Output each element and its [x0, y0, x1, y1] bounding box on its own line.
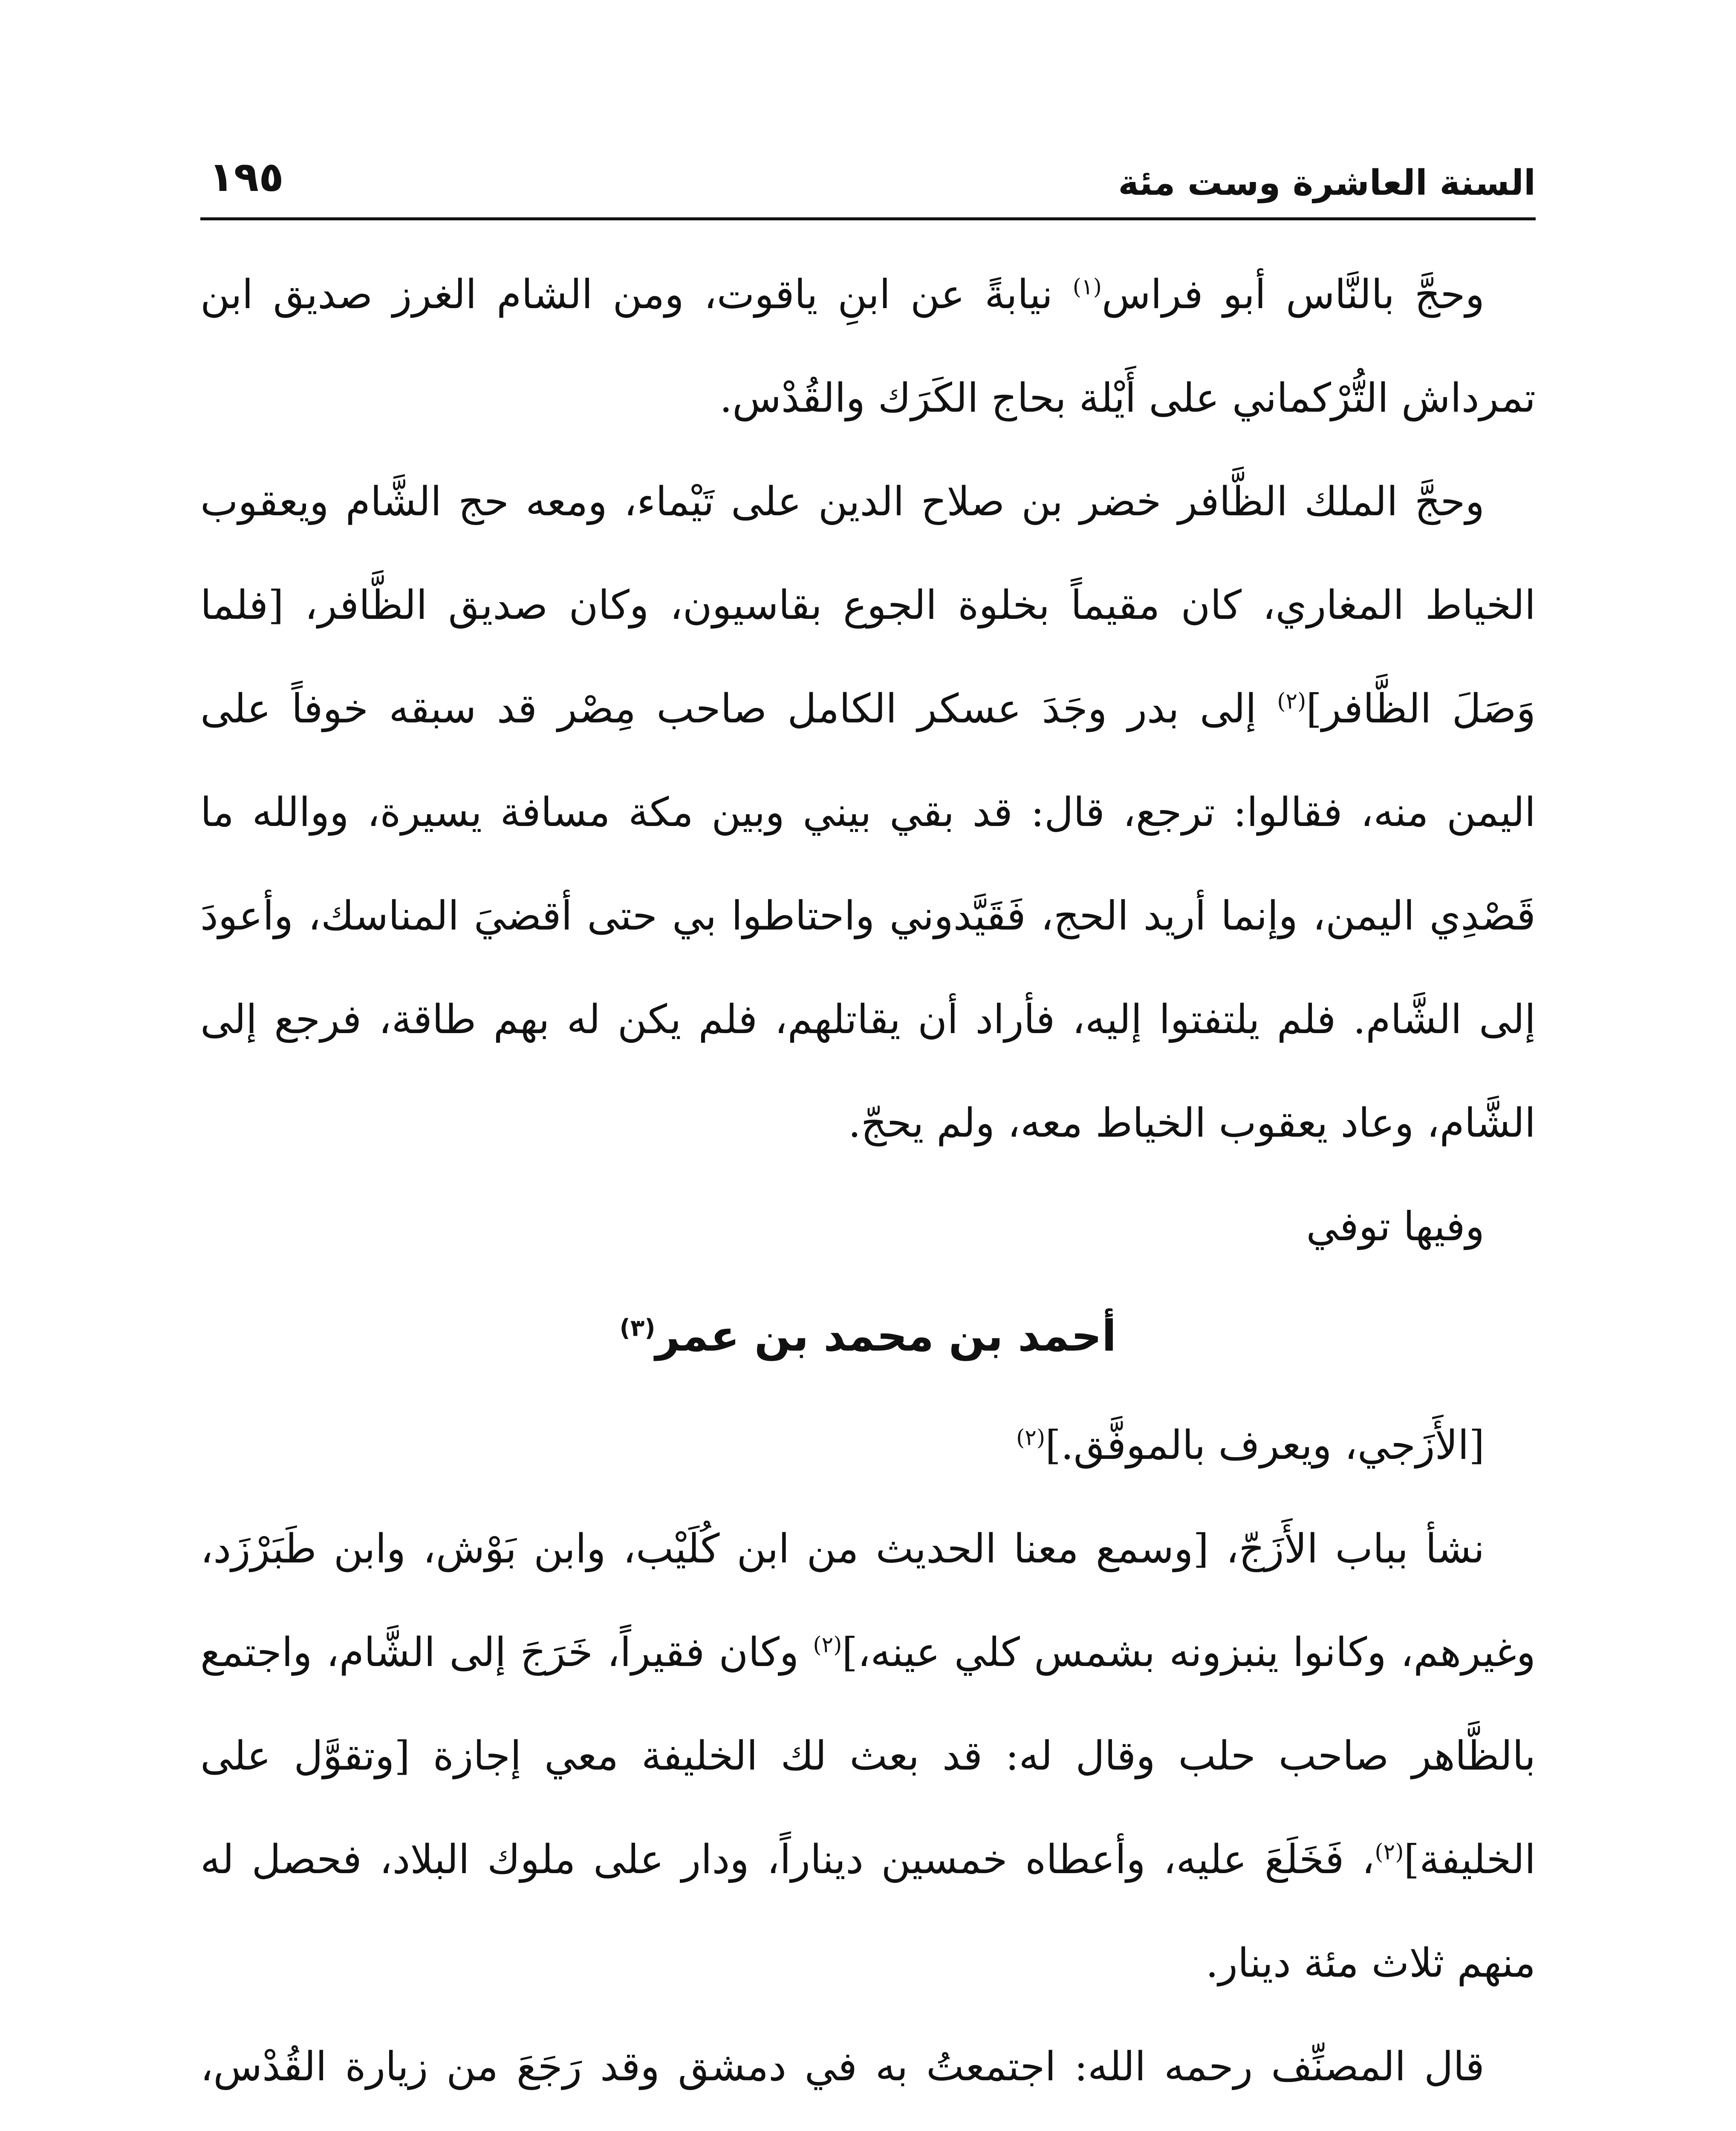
- footnote-ref: (٢): [1277, 688, 1306, 714]
- entry-title: [200, 1279, 1536, 1394]
- footnote-ref: (٢): [1375, 1839, 1404, 1865]
- footnote-ref: (٢): [1016, 1425, 1046, 1451]
- entry-title-text: أحمد بن محمد بن عمر: [655, 1311, 1117, 1361]
- paragraph-text: وكان فقيراً، خَرَجَ إلى الشَّام، واجتمع بالظَّاهر صاحب حلب وقال له: قد بعث لك الخليفة معي إجازة [وتقوَّل على الخليفة]: [200, 1629, 1536, 1883]
- paragraph-hajj-zafir: [200, 450, 1536, 1175]
- footnote-ref: (٢): [813, 1632, 842, 1658]
- entry-subtitle: [200, 1394, 1536, 1497]
- paragraph-text: ، فَخَلَعَ عليه، وأعطاه خمسين ديناراً، ودار على ملوك البلاد، فحصل له منهم ثلاث مئة دينار.: [200, 1836, 1536, 1987]
- main-text: [200, 243, 1536, 2131]
- paragraph-biography: [200, 1497, 1536, 2015]
- paragraph-text: نيابةً عن ابنِ ياقوت، ومن الشام الغرز صديق ابن تمرداش التُّرْكماني على أَيْلة بحاج الكَرَك والقُدْس.: [200, 271, 1536, 422]
- running-title: السنة العاشرة وست مئة: [1118, 163, 1536, 203]
- page-number: ١٩٥: [209, 153, 284, 201]
- paragraph-text: إلى بدر وجَدَ عسكر الكامل صاحب مِصْر قد سبقه خوفاً على اليمن منه، فقالوا: ترجع، قال: قد بقي بيني وبين مكة مسافة يسيرة، ووالله ما قَصْدِي اليمن، وإنما أريد الحج، فَقَيَّدوني واحتاطوا بي حتى أقضيَ المناسك، وأعودَ إلى الشَّام. فلم يلتفتوا إليه، فأراد أن يقاتلهم، فلم يكن له بهم طاقة، فرجع إلى الشَّام، وعاد يعقوب الخياط معه، ولم يحجّ.: [200, 686, 1536, 1146]
- paragraph-text: وحجَّ الملك الظَّافر خضر بن صلاح الدين على تَيْماء، ومعه حج الشَّام ويعقوب الخياط المغاري، كان مقيماً بخلوة الجوع بقاسيون، وكان صديق الظَّافر، [فلما وَصَلَ الظَّافر]: [200, 479, 1536, 732]
- header-rule: [200, 217, 1536, 220]
- paragraph-hajj-abu-firas: [200, 243, 1536, 450]
- entry-subtitle-text: [الأَزَجي، ويعرف بالموفَّق.]: [1045, 1422, 1485, 1469]
- paragraph-text: نشأ بباب الأَزَجّ، [وسمع معنا الحديث من ابن كُلَيْب، وابن بَوْش، وابن طَبَرْزَد، وغيرهم، وكانوا ينبزونه بشمس كلي عينه،]: [200, 1526, 1536, 1676]
- paragraph-text: وحجَّ بالنَّاس أبو فراس: [1101, 271, 1485, 318]
- footnote-ref: (٣): [619, 1314, 656, 1342]
- footnote-ref: (١): [1072, 274, 1102, 300]
- paragraph-deaths-intro: وفيها توفي: [1306, 1204, 1485, 1250]
- paragraph-author-account: قال المصنِّف رحمه الله: اجتمعتُ به في دمشق وقد رَجَعَ من زيارة القُدْس،: [200, 2044, 1485, 2090]
- running-header: [200, 151, 1536, 211]
